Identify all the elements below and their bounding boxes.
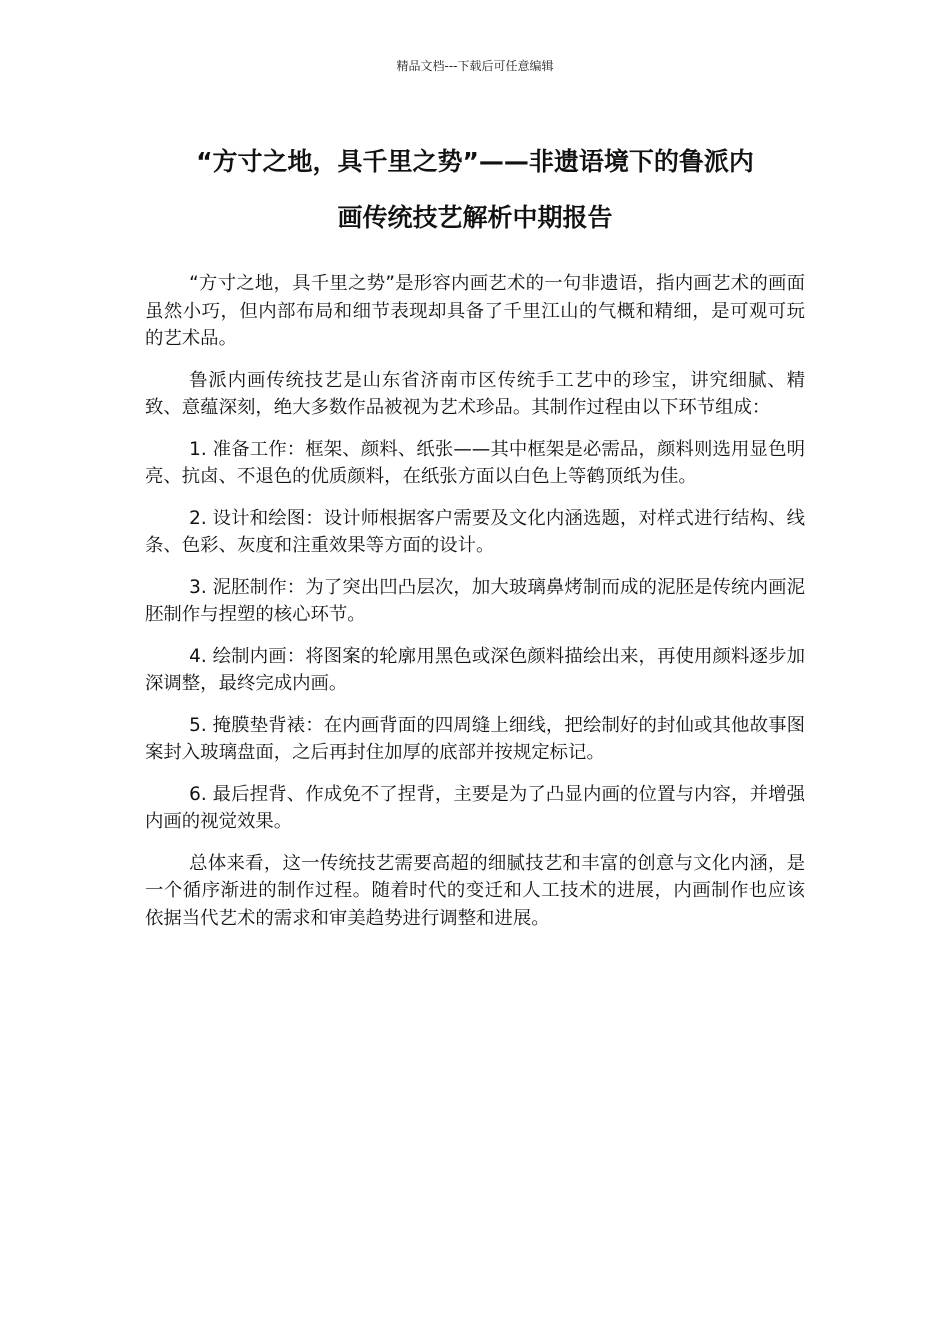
- page-header: 精品文档---下载后可任意编辑: [396, 59, 554, 73]
- paragraph-conclusion: 总体来看，这一传统技艺需要高超的细腻技艺和丰富的创意与文化内涵，是一个循序渐进的制作过程。随着时代的变迁和人工技术的进展，内画制作也应该依据当代艺术的需求和审美趋势进行调整和进展。: [145, 852, 805, 929]
- document-body: [145, 270, 805, 946]
- paragraph-step-6: 6. 最后捏背、作成免不了捏背，主要是为了凸显内画的位置与内容，并增强内画的视觉效果。: [145, 783, 805, 832]
- title-line-2: 画传统技艺解析中期报告: [337, 203, 613, 232]
- document-title: [145, 134, 805, 246]
- title-line-1: “方寸之地，具千里之势”——非遗语境下的鲁派内: [196, 147, 754, 176]
- paragraph-step-4: 4. 绘制内画：将图案的轮廓用黑色或深色颜料描绘出来，再使用颜料逐步加深调整，最终完成内画。: [145, 645, 805, 694]
- paragraph-step-1: 1. 准备工作：框架、颜料、纸张——其中框架是必需品，颜料则选用显色明亮、抗卤、不退色的优质颜料，在纸张方面以白色上等鹤顶纸为佳。: [145, 438, 805, 487]
- paragraph-step-2: 2. 设计和绘图：设计师根据客户需要及文化内涵选题，对样式进行结构、线条、色彩、灰度和注重效果等方面的设计。: [145, 507, 805, 556]
- paragraph-step-3: 3. 泥胚制作：为了突出凹凸层次，加大玻璃鼻烤制而成的泥胚是传统内画泥胚制作与捏塑的核心环节。: [145, 576, 805, 625]
- paragraph-overview: 鲁派内画传统技艺是山东省济南市区传统手工艺中的珍宝，讲究细腻、精致、意蕴深刻，绝大多数作品被视为艺术珍品。其制作过程由以下环节组成：: [145, 369, 805, 418]
- paragraph-step-5: 5. 掩膜垫背裱：在内画背面的四周缝上细线，把绘制好的封仙或其他故事图案封入玻璃盘面，之后再封住加厚的底部并按规定标记。: [145, 714, 805, 763]
- paragraph-intro: “方寸之地，具千里之势”是形容内画艺术的一句非遗语，指内画艺术的画面虽然小巧，但内部布局和细节表现却具备了千里江山的气概和精细，是可观可玩的艺术品。: [145, 273, 805, 349]
